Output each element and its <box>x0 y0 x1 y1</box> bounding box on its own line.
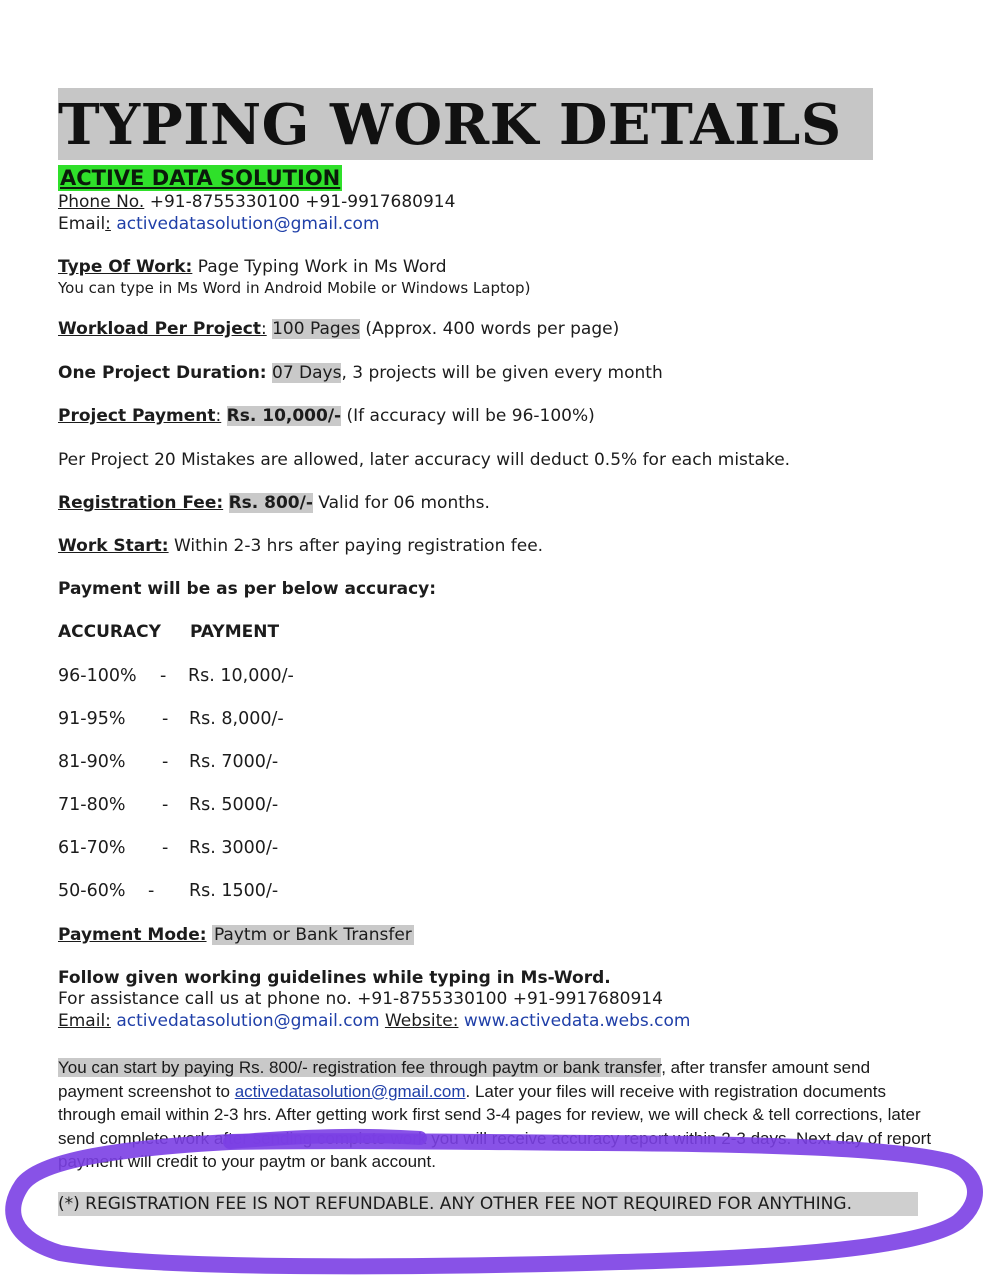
payment-value: Rs. 8,000/- <box>189 709 284 729</box>
accuracy-dash: - <box>162 752 169 772</box>
accuracy-value: 50-60% <box>58 881 126 901</box>
email-line <box>58 213 380 235</box>
registration-highlight: Rs. 800/- <box>228 493 313 513</box>
phone-label: Phone No. <box>58 192 145 212</box>
company-name: ACTIVE DATA SOLUTION <box>60 166 341 190</box>
registration-line <box>58 492 490 514</box>
payment-colon: : <box>215 406 222 426</box>
registration-label: Registration Fee: <box>58 493 224 513</box>
accuracy-value: 91-95% <box>58 709 126 729</box>
work-start-value: Within 2-3 hrs after paying registration fee. <box>168 536 544 556</box>
payment-mode-label: Payment Mode: <box>58 925 207 945</box>
work-type-label: Type Of Work: <box>58 257 193 277</box>
phone-numbers: +91-8755330100 +91-9917680914 <box>144 192 456 212</box>
workload-colon: : <box>260 319 267 339</box>
workload-label: Workload Per Project <box>58 319 261 339</box>
accuracy-dash: - <box>162 709 169 729</box>
paragraph-text-1: , after transfer amount send payment screenshot to <box>58 1058 871 1101</box>
payment-value: Rs. 3000/- <box>189 838 279 858</box>
page-title <box>58 88 873 160</box>
accuracy-dash: - <box>160 666 167 686</box>
payment-mode-line <box>58 924 414 946</box>
payment-rest: (If accuracy will be 96-100%) <box>341 406 595 426</box>
work-start-label: Work Start: <box>58 536 169 556</box>
duration-label: One Project Duration: <box>58 363 267 383</box>
mistakes-line: Per Project 20 Mistakes are allowed, later accuracy will deduct 0.5% for each mistake. <box>58 450 791 470</box>
title-text: TYPING WORK DETAILS <box>58 92 842 158</box>
payment-highlight: Rs. 10,000/- <box>226 406 342 426</box>
payment-mode-value: Paytm or Bank Transfer <box>213 925 412 945</box>
paragraph-email-link[interactable]: activedatasolution@gmail.com <box>234 1081 466 1101</box>
email-colon: : <box>105 214 111 234</box>
payment-value: Rs. 5000/- <box>189 795 279 815</box>
work-type-value: Page Typing Work in Ms Word <box>192 257 447 277</box>
payment-value: Rs. 7000/- <box>189 752 279 772</box>
workload-line <box>58 318 619 340</box>
duration-rest: , 3 projects will be given every month <box>341 363 663 383</box>
paragraph-text-2: . Later your files will receive with registration documents through email within 2-3 hrs. After getting work first send 3-4 pages for review, we will check & tell corrections, later send complete work after sending complete work you will receive accuracy report within 2-3 days. Next day of report payment will credit to your paytm or bank account. <box>58 1081 932 1171</box>
guidelines-email-line <box>58 1010 691 1032</box>
accuracy-heading: Payment will be as per below accuracy: <box>58 579 437 599</box>
col-payment-header: PAYMENT <box>190 622 280 642</box>
workload-rest: (Approx. 400 words per page) <box>359 319 620 339</box>
duration-highlight: 07 Days <box>272 363 342 383</box>
accuracy-value: 71-80% <box>58 795 126 815</box>
payment-label: Project Payment <box>58 406 216 426</box>
accuracy-value: 96-100% <box>58 666 137 686</box>
guidelines-heading: Follow given working guidelines while typing in Ms-Word. <box>58 968 611 988</box>
accuracy-dash: - <box>148 881 155 901</box>
instructions-paragraph <box>58 1056 938 1174</box>
accuracy-value: 61-70% <box>58 838 126 858</box>
col-accuracy-header: ACCURACY <box>58 622 161 642</box>
email-link[interactable]: activedatasolution@gmail.com <box>116 214 380 234</box>
email-label: Email <box>58 214 106 234</box>
work-type-note: You can type in Ms Word in Android Mobile or Windows Laptop) <box>58 279 531 297</box>
assistance-line: For assistance call us at phone no. +91-8755330100 +91-9917680914 <box>58 989 663 1009</box>
payment-value: Rs. 10,000/- <box>188 666 294 686</box>
accuracy-value: 81-90% <box>58 752 126 772</box>
accuracy-dash: - <box>162 795 169 815</box>
guidelines-email-label: Email: <box>58 1011 111 1031</box>
payment-value: Rs. 1500/- <box>189 881 279 901</box>
footer-notice: (*) REGISTRATION FEE IS NOT REFUNDABLE. ANY OTHER FEE NOT REQUIRED FOR ANYTHING. <box>58 1192 918 1216</box>
work-start-line <box>58 535 543 557</box>
accuracy-dash: - <box>162 838 169 858</box>
phone-line <box>58 191 455 213</box>
paragraph-highlight: You can start by paying Rs. 800/- registration fee through paytm or bank transfer <box>58 1058 662 1077</box>
guidelines-email-link[interactable]: activedatasolution@gmail.com <box>116 1011 380 1031</box>
work-type-line <box>58 256 447 278</box>
workload-highlight: 100 Pages <box>272 319 360 339</box>
duration-line <box>58 362 663 384</box>
registration-rest: Valid for 06 months. <box>312 493 490 513</box>
website-label: Website: <box>384 1011 459 1031</box>
payment-line <box>58 405 595 427</box>
website-link[interactable]: www.activedata.webs.com <box>463 1011 691 1031</box>
